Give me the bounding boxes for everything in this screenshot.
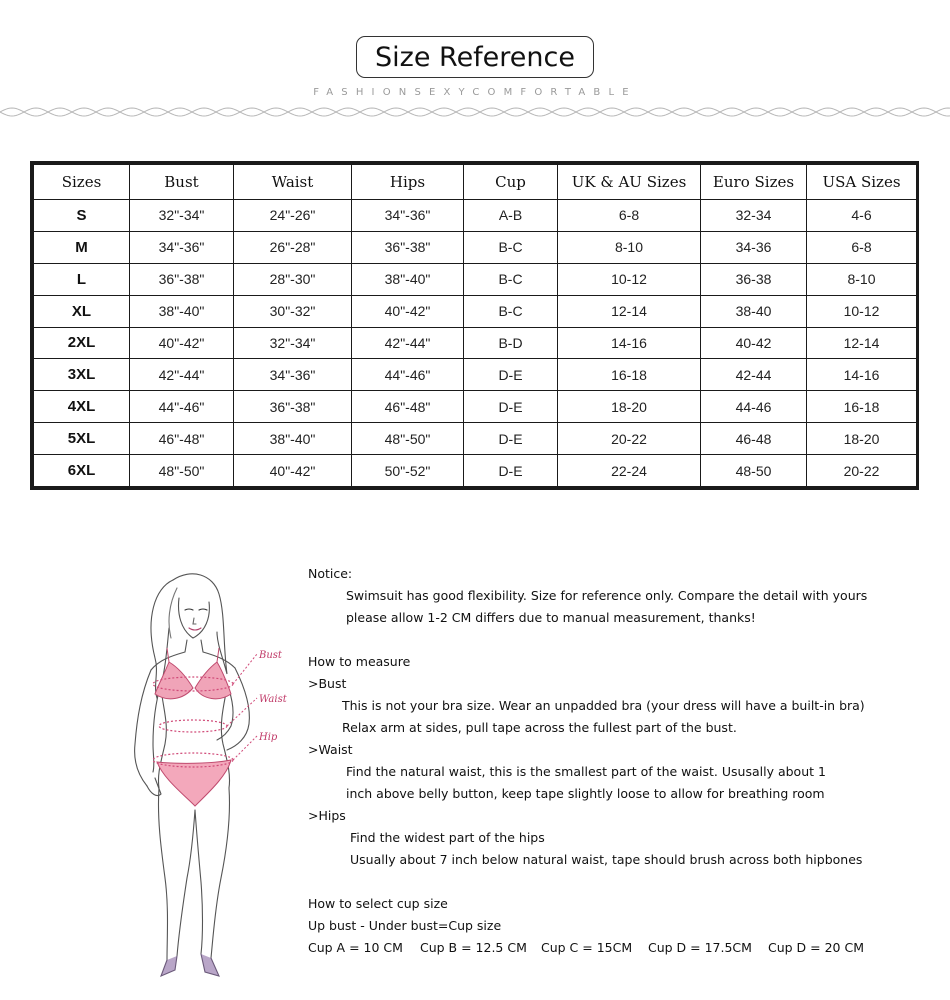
table-cell: 44"-46" [130,391,234,423]
body-figure [95,548,295,980]
size-chart [30,161,919,490]
table-cell: 34"-36" [352,200,464,232]
column-header: Cup [464,165,558,200]
table-cell: 6-8 [807,231,917,263]
table-cell: 36"-38" [234,391,352,423]
size-cell: 2XL [34,327,130,359]
table-cell: 50"-52" [352,455,464,487]
table-cell: 36-38 [701,263,807,295]
tagline: FASHIONSEXYCOMFORTABLE [313,87,637,98]
table-cell: 30"-32" [234,295,352,327]
table-cell: 48"-50" [130,455,234,487]
table-cell: 26"-28" [234,231,352,263]
table-cell: 36"-38" [352,231,464,263]
table-cell: 22-24 [558,455,701,487]
table-cell: 38-40 [701,295,807,327]
table-row [34,263,917,295]
table-cell: A-B [464,200,558,232]
table-row [34,295,917,327]
table-row [34,359,917,391]
table-cell: 40"-42" [352,295,464,327]
table-cell: 18-20 [807,423,917,455]
cup-d-alt: Cup D = 20 CM [768,940,864,955]
table-cell: 38"-40" [130,295,234,327]
size-cell: 4XL [34,391,130,423]
table-cell: 46"-48" [352,391,464,423]
size-cell: L [34,263,130,295]
wave-divider [0,104,950,120]
table-cell: 34"-36" [234,359,352,391]
hip-label: Hip [259,732,278,743]
table-cell: 10-12 [558,263,701,295]
table-cell: 24"-26" [234,200,352,232]
bust-heading: >Bust [308,676,347,691]
column-header: Sizes [34,165,130,200]
table-cell: 14-16 [558,327,701,359]
table-cell: 46"-48" [130,423,234,455]
bust-line-2: Relax arm at sides, pull tape across the fullest part of the bust. [342,720,737,735]
size-cell: 5XL [34,423,130,455]
bust-label: Bust [259,650,282,661]
table-cell: 48-50 [701,455,807,487]
cup-d: Cup D = 17.5CM [648,940,752,955]
column-header: Bust [130,165,234,200]
table-cell: 40-42 [701,327,807,359]
hips-heading: >Hips [308,808,346,823]
bust-line-leader [233,654,257,684]
bust-line-1: This is not your bra size. Wear an unpadded bra (your dress will have a built-in bra) [342,698,865,713]
waist-label: Waist [259,694,287,705]
table-cell: 8-10 [807,263,917,295]
column-header: Waist [234,165,352,200]
table-cell: 42"-44" [130,359,234,391]
table-cell: 8-10 [558,231,701,263]
table-row [34,391,917,423]
table-cell: 36"-38" [130,263,234,295]
table-cell: 34-36 [701,231,807,263]
column-header: Hips [352,165,464,200]
cup-formula: Up bust - Under bust=Cup size [308,918,502,933]
table-cell: 38"-40" [234,423,352,455]
size-cell: M [34,231,130,263]
table-cell: 46-48 [701,423,807,455]
table-cell: 42-44 [701,359,807,391]
table-cell: 44-46 [701,391,807,423]
table-cell: 4-6 [807,200,917,232]
table-row [34,200,917,232]
table-cell: 38"-40" [352,263,464,295]
table-cell: 12-14 [807,327,917,359]
table-cell: 34"-36" [130,231,234,263]
table-cell: 32"-34" [234,327,352,359]
hip-line-leader [233,736,257,760]
size-cell: 3XL [34,359,130,391]
waist-line-leader [227,698,257,726]
table-cell: D-E [464,359,558,391]
table-cell: 16-18 [558,359,701,391]
table-cell: B-C [464,263,558,295]
waist-line-2: inch above belly button, keep tape slightly loose to allow for breathing room [346,786,825,801]
table-cell: 40"-42" [130,327,234,359]
table-cell: 14-16 [807,359,917,391]
notice-line-2: please allow 1-2 CM differs due to manual measurement, thanks! [346,610,756,625]
table-cell: 32-34 [701,200,807,232]
table-cell: 16-18 [807,391,917,423]
hips-line-1: Find the widest part of the hips [350,830,545,845]
table-cell: 20-22 [558,423,701,455]
table-row [34,455,917,487]
table-cell: 42"-44" [352,327,464,359]
size-cell: S [34,200,130,232]
table-cell: B-C [464,231,558,263]
table-cell: D-E [464,455,558,487]
table-cell: B-C [464,295,558,327]
table-cell: 28"-30" [234,263,352,295]
hips-line-2: Usually about 7 inch below natural waist, tape should brush across both hipbones [350,852,863,867]
table-cell: 6-8 [558,200,701,232]
size-cell: XL [34,295,130,327]
notice-heading: Notice: [308,566,353,581]
column-header: USA Sizes [807,165,917,200]
table-cell: 12-14 [558,295,701,327]
table-cell: D-E [464,423,558,455]
column-header: Euro Sizes [701,165,807,200]
table-cell: 10-12 [807,295,917,327]
cup-heading: How to select cup size [308,896,448,911]
table-row [34,231,917,263]
size-table [33,164,917,487]
measure-heading: How to measure [308,654,411,669]
cup-c: Cup C = 15CM [541,940,633,955]
cup-b: Cup B = 12.5 CM [420,940,527,955]
table-cell: 40"-42" [234,455,352,487]
table-cell: 20-22 [807,455,917,487]
table-row [34,423,917,455]
size-cell: 6XL [34,455,130,487]
cup-a: Cup A = 10 CM [308,940,403,955]
table-row [34,327,917,359]
notice-line-1: Swimsuit has good flexibility. Size for reference only. Compare the detail with yours [346,588,868,603]
table-cell: D-E [464,391,558,423]
table-header-row [34,165,917,200]
waist-heading: >Waist [308,742,353,757]
table-cell: 44"-46" [352,359,464,391]
column-header: UK & AU Sizes [558,165,701,200]
waist-line-1: Find the natural waist, this is the smallest part of the waist. Ususally about 1 [346,764,826,779]
table-cell: 18-20 [558,391,701,423]
waist-line [159,720,227,732]
page-title: Size Reference [356,36,594,78]
table-cell: 48"-50" [352,423,464,455]
table-cell: 32"-34" [130,200,234,232]
table-cell: B-D [464,327,558,359]
